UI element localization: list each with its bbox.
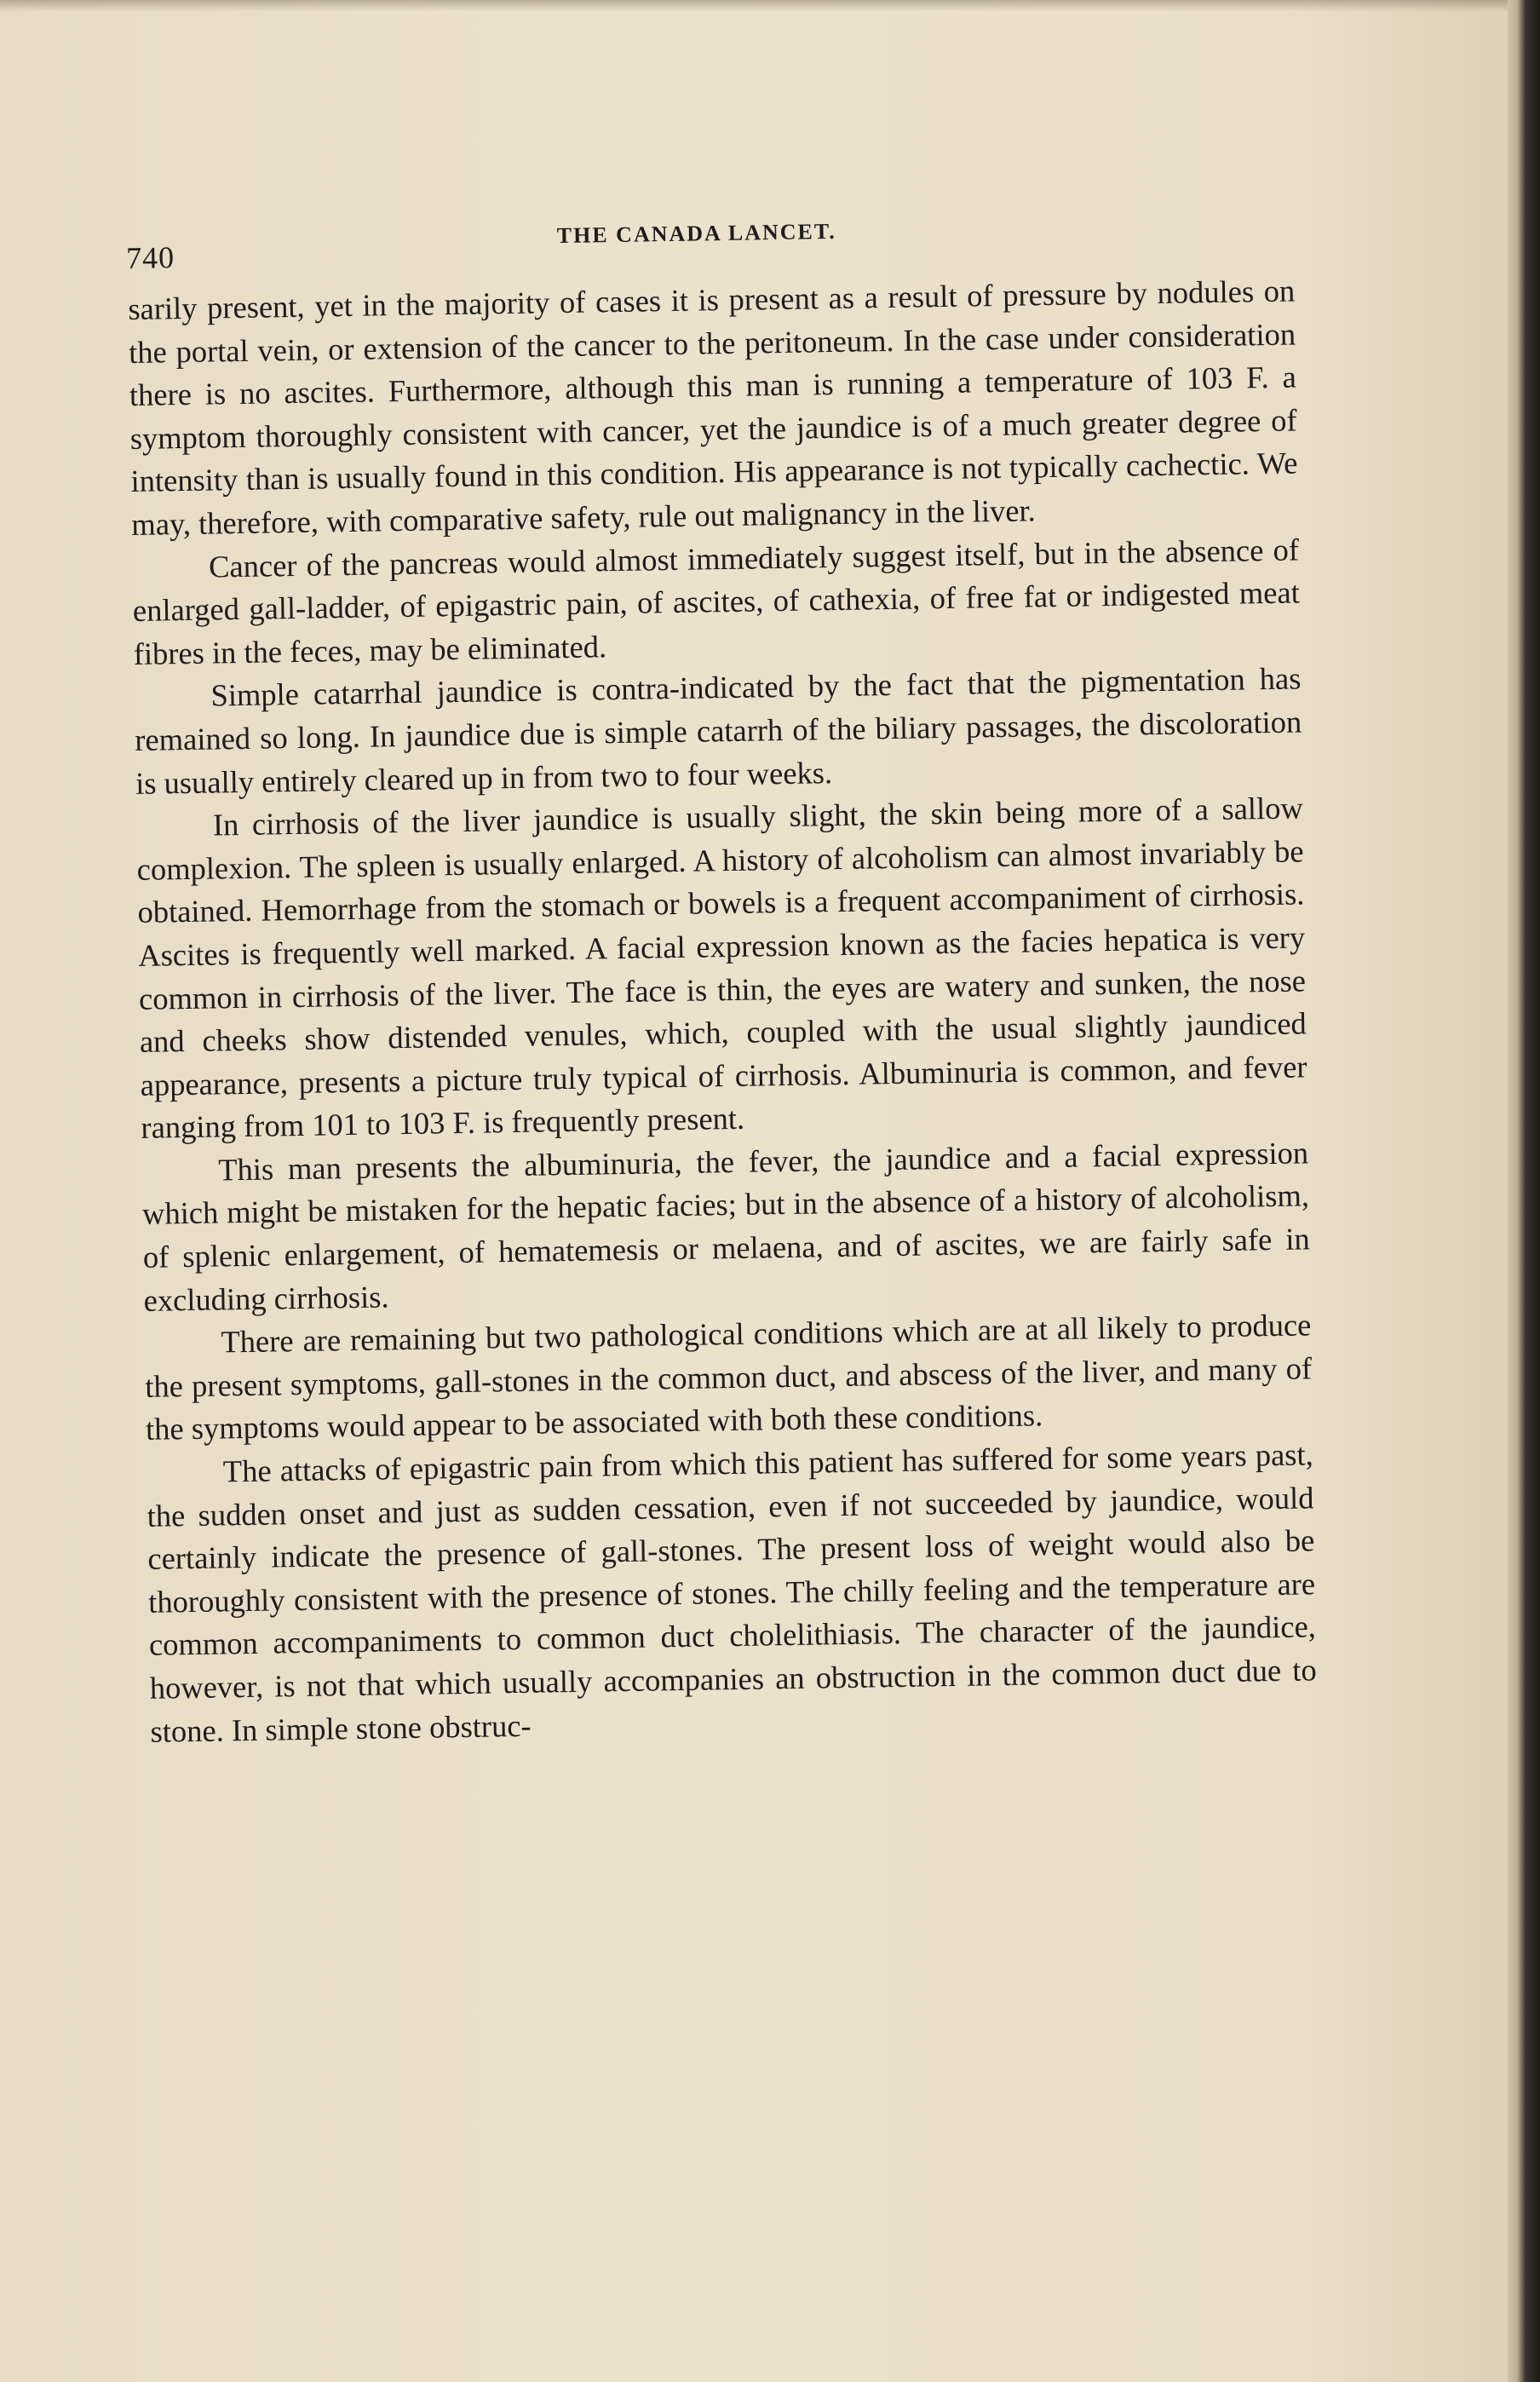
page-header: [126, 211, 1302, 273]
paragraph: There are remaining but two pathological conditions which are at all likely to produce the present symptoms, gall-stones in the common duct, and abscess of the liver, and many of the symptoms would appear to be associated with both these conditions.: [144, 1307, 1313, 1447]
book-binding-edge: [1508, 0, 1540, 2382]
running-head: THE CANADA LANCET.: [556, 218, 837, 249]
page-top-shadow: [0, 0, 1508, 12]
page-number: 740: [125, 240, 175, 275]
paragraph: Simple catarrhal jaundice is contra-indicated by the fact that the pigmentation has remained so long. In jaundice due is simple catarrh of the biliary passages, the discoloration is usually entirely cleared up in from two to four weeks.: [135, 660, 1302, 801]
body-text: [128, 269, 1318, 1752]
paragraph: The attacks of epigastric pain from which this patient has suffered for some years past, the sudden onset and just as sudden cessation, even if not succeeded by jaundice, would certainly indicate the presence of gall-stones. The present loss of weight would also be thoroughly consistent with the presence of stones. The chilly feeling and the temperature are common accompaniments to common duct cholelithiasis. The character of the jaundice, however, is not that which usually accompanies an obstruction in the common duct due to stone. In simple stone obstruc-: [147, 1436, 1317, 1749]
paragraph: In cirrhosis of the liver jaundice is usually slight, the skin being more of a sallow complexion. The spleen is usually enlarged. A history of alcoholism can almost invariably be obtained. Hemorrhage from the stomach or bowels is a frequent accompaniment of cirrhosis. Ascites is frequently well marked. A facial expression known as the facies hepatica is very common in cirrhosis of the liver. The face is thin, the eyes are watery and sunken, the nose and cheeks show distended venules, which, coupled with the usual slightly jaundiced appearance, presents a picture truly typical of cirrhosis. Albuminuria is common, and fever ranging from 101 to 103 F. is frequently present.: [136, 790, 1307, 1146]
paragraph: Cancer of the pancreas would almost immediately suggest itself, but in the absence of enlarged gall-ladder, of epigastric pain, of ascites, of cathexia, of free fat or indigested meat fibres in the feces, may be eliminated.: [132, 532, 1301, 671]
paragraph: This man presents the albuminuria, the fever, the jaundice and a facial expression which might be mistaken for the hepatic facies; but in the absence of a history of alcoholism, of splenic enlargement, of hematemesis or melaena, and of ascites, we are fairly safe in excluding cirrhosis.: [141, 1135, 1311, 1318]
paragraph: sarily present, yet in the majority of cases it is present as a result of pressure by nodules on the portal vein, or extension of the cancer to the peritoneum. In the case under consideration there is no ascites. Furthermore, although this man is running a temperature of 103 F. a symptom thoroughly consistent with cancer, yet the jaundice is of a much greater degree of intensity than is usually found in this condition. His appearance is not typically cachectic. We may, therefore, with comparative safety, rule out malignancy in the liver.: [128, 273, 1298, 542]
